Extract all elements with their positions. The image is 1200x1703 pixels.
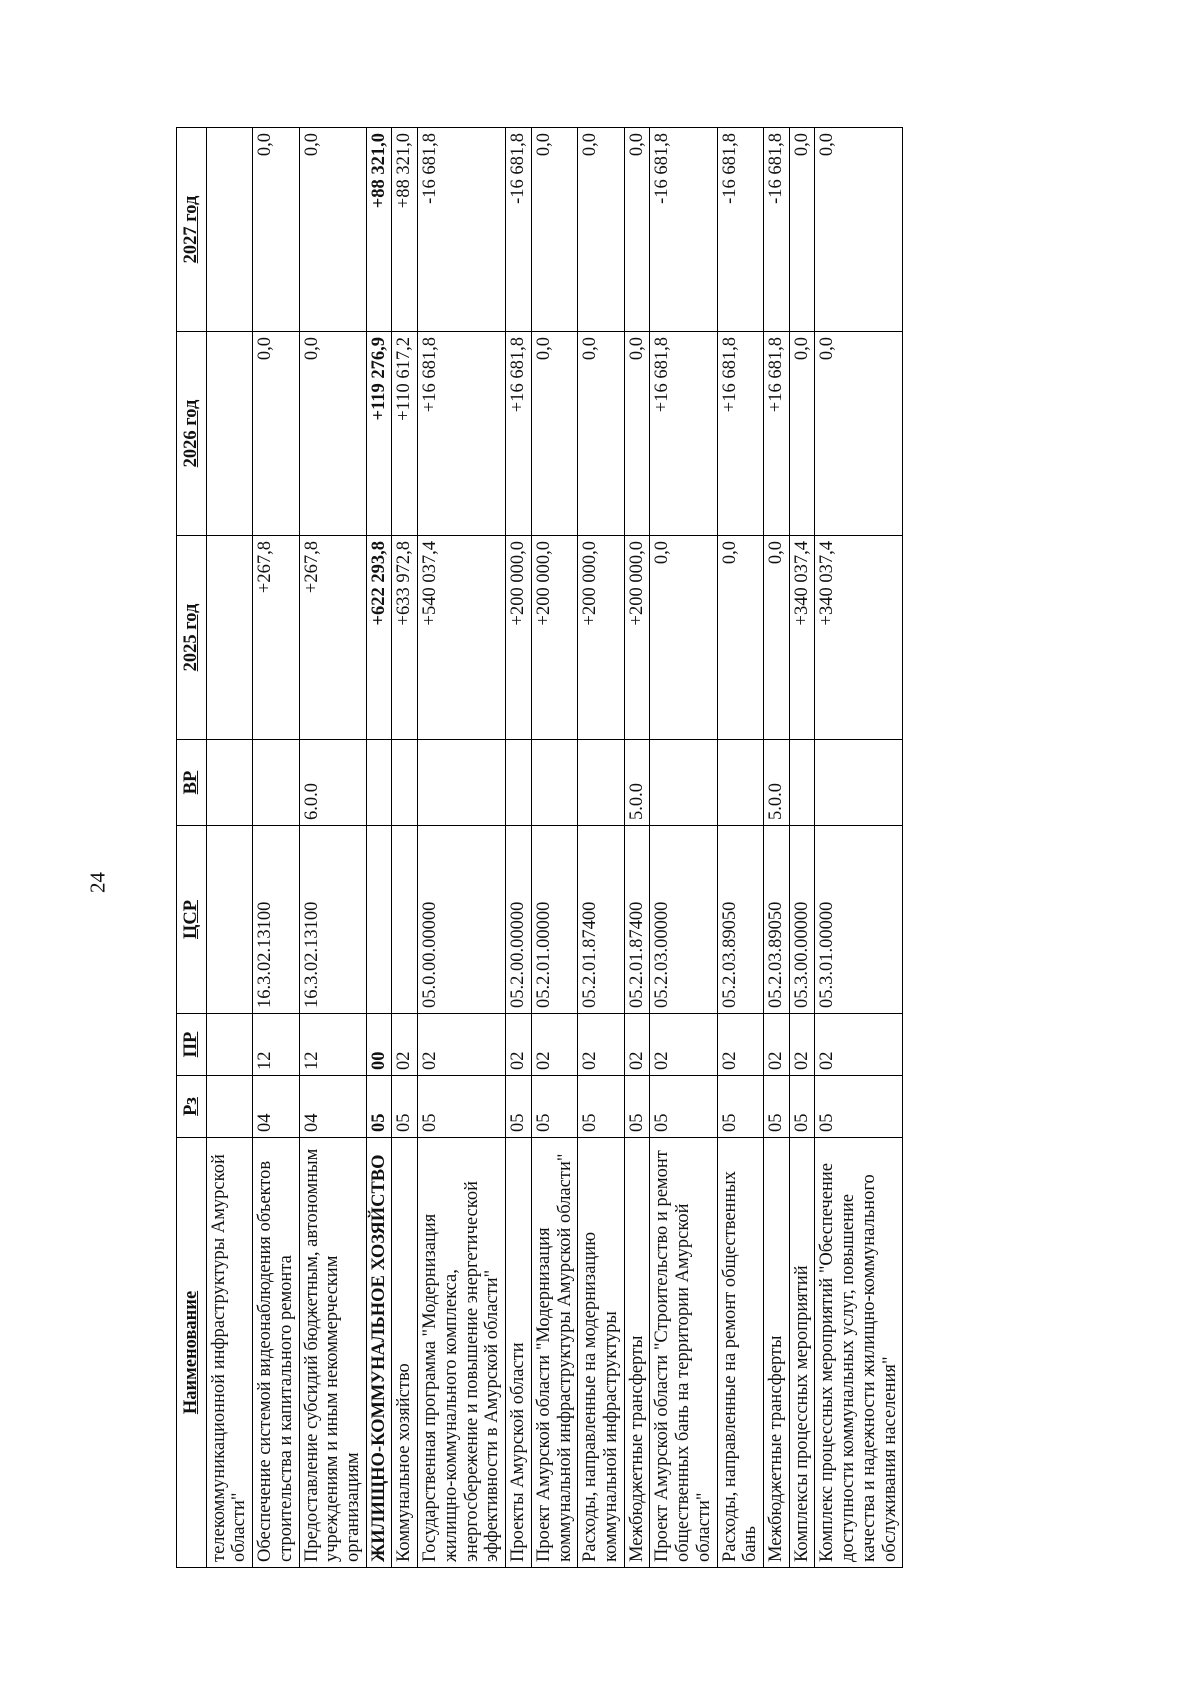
cell-pr: 02 [624, 1014, 650, 1076]
cell-rz: 05 [392, 1076, 418, 1138]
cell-2027: -16 681,8 [418, 128, 506, 332]
cell-pr: 00 [366, 1014, 392, 1076]
cell-vr [506, 740, 532, 826]
table-row [763, 128, 789, 1568]
cell-2025: +267,8 [299, 536, 366, 740]
cell-vr [650, 740, 717, 826]
cell-2026: 0,0 [578, 332, 624, 536]
cell-2025: +200 000,0 [506, 536, 532, 740]
cell-name: Обеспечение системой видеонаблюдения объектов строительства и капитального ремонта [253, 1138, 299, 1568]
cell-2027: +88 321,0 [366, 128, 392, 332]
cell-vr: 5.0.0 [763, 740, 789, 826]
cell-2025: +200 000,0 [531, 536, 577, 740]
header-vr: ВР [177, 740, 207, 826]
cell-2026: 0,0 [815, 332, 903, 536]
cell-vr [531, 740, 577, 826]
header-csr: ЦСР [177, 826, 207, 1014]
cell-csr: 16.3.02.13100 [253, 826, 299, 1014]
cell-vr [717, 740, 763, 826]
cell-vr [253, 740, 299, 826]
cell-pr: 02 [789, 1014, 815, 1076]
cell-csr [206, 826, 252, 1014]
cell-vr [815, 740, 903, 826]
cell-2026: +16 681,8 [763, 332, 789, 536]
cell-2027: 0,0 [815, 128, 903, 332]
cell-pr: 02 [763, 1014, 789, 1076]
cell-2025: +540 037,4 [418, 536, 506, 740]
cell-rz: 04 [299, 1076, 366, 1138]
cell-csr: 05.3.00.00000 [789, 826, 815, 1014]
cell-2025: 0,0 [650, 536, 717, 740]
cell-name: Комплексы процессных мероприятий [789, 1138, 815, 1568]
cell-csr: 05.2.03.00000 [650, 826, 717, 1014]
table-row [650, 128, 717, 1568]
cell-pr: 12 [299, 1014, 366, 1076]
cell-name: телекоммуникационной инфраструктуры Амурской области" [206, 1138, 252, 1568]
cell-2027: 0,0 [624, 128, 650, 332]
cell-rz: 05 [763, 1076, 789, 1138]
header-2025: 2025 год [177, 536, 207, 740]
page-number: 24 [85, 872, 110, 893]
table-row [789, 128, 815, 1568]
cell-2027 [206, 128, 252, 332]
cell-2025: +340 037,4 [789, 536, 815, 740]
cell-2025: +200 000,0 [578, 536, 624, 740]
cell-name: Государственная программа "Модернизация жилищно-коммунального комплекса, энергосбережение и повышение энергетической эффективности в Амурской области" [418, 1138, 506, 1568]
cell-pr: 02 [815, 1014, 903, 1076]
cell-csr: 16.3.02.13100 [299, 826, 366, 1014]
cell-2026: +16 681,8 [717, 332, 763, 536]
cell-rz: 05 [366, 1076, 392, 1138]
cell-name: Межбюджетные трансферты [624, 1138, 650, 1568]
cell-name: Межбюджетные трансферты [763, 1138, 789, 1568]
cell-rz [206, 1076, 252, 1138]
cell-2027: 0,0 [531, 128, 577, 332]
cell-rz: 05 [418, 1076, 506, 1138]
cell-name: Предоставление субсидий бюджетным, автономным учреждениям и иным некоммерческим организациям [299, 1138, 366, 1568]
table-row [418, 128, 506, 1568]
cell-2026: +119 276,9 [366, 332, 392, 536]
cell-name: Коммунальное хозяйство [392, 1138, 418, 1568]
cell-2025: +267,8 [253, 536, 299, 740]
table-row [531, 128, 577, 1568]
table-row [624, 128, 650, 1568]
cell-2025: +340 037,4 [815, 536, 903, 740]
cell-2026: 0,0 [624, 332, 650, 536]
cell-2026: +16 681,8 [418, 332, 506, 536]
cell-2027: +88 321,0 [392, 128, 418, 332]
cell-2026: 0,0 [789, 332, 815, 536]
cell-name: Расходы, направленные на ремонт общественных бань [717, 1138, 763, 1568]
cell-2025: +200 000,0 [624, 536, 650, 740]
cell-2025: 0,0 [763, 536, 789, 740]
cell-vr [206, 740, 252, 826]
table-row [578, 128, 624, 1568]
cell-csr: 05.0.00.00000 [418, 826, 506, 1014]
cell-2027: 0,0 [253, 128, 299, 332]
cell-pr: 12 [253, 1014, 299, 1076]
cell-vr [578, 740, 624, 826]
cell-vr [366, 740, 392, 826]
cell-2025 [206, 536, 252, 740]
cell-2027: -16 681,8 [717, 128, 763, 332]
cell-2027: 0,0 [578, 128, 624, 332]
cell-name: Проекты Амурской области [506, 1138, 532, 1568]
cell-2026: +110 617,2 [392, 332, 418, 536]
cell-csr: 05.2.00.00000 [506, 826, 532, 1014]
cell-2027: 0,0 [299, 128, 366, 332]
table-row [299, 128, 366, 1568]
table-row [717, 128, 763, 1568]
budget-table [176, 127, 903, 1568]
cell-vr [418, 740, 506, 826]
cell-rz: 05 [717, 1076, 763, 1138]
cell-vr: 6.0.0 [299, 740, 366, 826]
cell-vr: 5.0.0 [624, 740, 650, 826]
cell-2026: 0,0 [253, 332, 299, 536]
cell-rz: 05 [815, 1076, 903, 1138]
cell-pr: 02 [506, 1014, 532, 1076]
cell-csr: 05.3.01.00000 [815, 826, 903, 1014]
cell-2025: +622 293,8 [366, 536, 392, 740]
cell-name: Комплекс процессных мероприятий "Обеспечение доступности коммунальных услуг, повышение качества и надежности жилищно-коммунального обслуживания населения" [815, 1138, 903, 1568]
cell-pr: 02 [392, 1014, 418, 1076]
cell-rz: 05 [506, 1076, 532, 1138]
cell-pr: 02 [650, 1014, 717, 1076]
cell-rz: 05 [531, 1076, 577, 1138]
cell-name: Расходы, направленные на модернизацию коммунальной инфраструктуры [578, 1138, 624, 1568]
budget-table-wrapper [176, 128, 1046, 1568]
cell-name: ЖИЛИЩНО-КОММУНАЛЬНОЕ ХОЗЯЙСТВО [366, 1138, 392, 1568]
cell-2027: -16 681,8 [763, 128, 789, 332]
table-row [253, 128, 299, 1568]
cell-pr: 02 [578, 1014, 624, 1076]
cell-pr [206, 1014, 252, 1076]
table-row [366, 128, 392, 1568]
header-name: Наименование [177, 1138, 207, 1568]
header-rz: Рз [177, 1076, 207, 1138]
cell-csr: 05.2.03.89050 [763, 826, 789, 1014]
cell-vr [392, 740, 418, 826]
cell-name: Проект Амурской области "Модернизация коммунальной инфраструктуры Амурской области" [531, 1138, 577, 1568]
cell-2027: -16 681,8 [650, 128, 717, 332]
cell-2027: 0,0 [789, 128, 815, 332]
header-pr: ПР [177, 1014, 207, 1076]
cell-csr: 05.2.03.89050 [717, 826, 763, 1014]
cell-rz: 05 [578, 1076, 624, 1138]
cell-rz: 04 [253, 1076, 299, 1138]
table-header-row [177, 128, 207, 1568]
cell-2025: +633 972,8 [392, 536, 418, 740]
cell-csr: 05.2.01.00000 [531, 826, 577, 1014]
cell-rz: 05 [789, 1076, 815, 1138]
header-2027: 2027 год [177, 128, 207, 332]
cell-rz: 05 [624, 1076, 650, 1138]
cell-2026 [206, 332, 252, 536]
cell-vr [789, 740, 815, 826]
cell-csr: 05.2.01.87400 [578, 826, 624, 1014]
cell-rz: 05 [650, 1076, 717, 1138]
cell-2025: 0,0 [717, 536, 763, 740]
cell-2026: 0,0 [531, 332, 577, 536]
table-row [206, 128, 252, 1568]
cell-csr: 05.2.01.87400 [624, 826, 650, 1014]
cell-2026: 0,0 [299, 332, 366, 536]
cell-pr: 02 [531, 1014, 577, 1076]
cell-2026: +16 681,8 [506, 332, 532, 536]
table-row [506, 128, 532, 1568]
cell-2027: -16 681,8 [506, 128, 532, 332]
cell-2026: +16 681,8 [650, 332, 717, 536]
cell-csr [366, 826, 392, 1014]
cell-pr: 02 [717, 1014, 763, 1076]
cell-csr [392, 826, 418, 1014]
cell-name: Проект Амурской области "Строительство и ремонт общественных бань на территории Амурской области" [650, 1138, 717, 1568]
table-row [392, 128, 418, 1568]
header-2026: 2026 год [177, 332, 207, 536]
table-row [815, 128, 903, 1568]
cell-pr: 02 [418, 1014, 506, 1076]
